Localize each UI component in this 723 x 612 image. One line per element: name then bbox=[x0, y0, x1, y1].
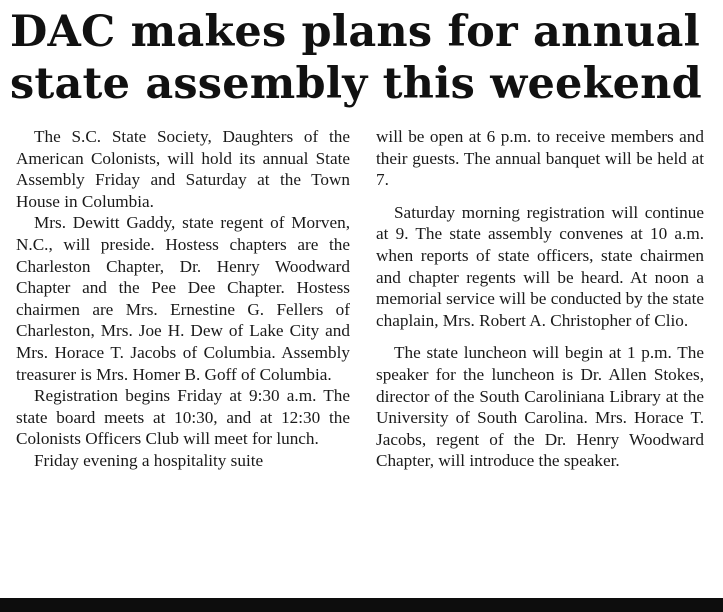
paragraph-banquet: will be open at 6 p.m. to receive members and their guests. The annual banquet will be held at 7. bbox=[376, 127, 704, 190]
paragraph-luncheon: The state luncheon will begin at 1 p.m. The speaker for the luncheon is Dr. Allen Stokes, director of the South Caroliniana Library at the University of South Carolina. Mrs. Horace T. Jacobs, regent of the Dr. Henry Woodward Chapter, will introduce the speaker. bbox=[376, 343, 704, 471]
paragraph-hostesses: Mrs. Dewitt Gaddy, state regent of Morven, N.C., will preside. Hostess chapters are the Charleston Chapter, Dr. Henry Woodward Chapter and the Pee Dee Chapter. Hostess chairmen are Mrs. Ernestine G. Fellers of Charleston, Mrs. Joe H. Dew of Lake City and Mrs. Horace T. Jacobs of Columbia. Assembly treasurer is Mrs. Homer B. Goff of Columbia. bbox=[16, 213, 350, 384]
paragraph-friday-evening: Friday evening a hospitality suite bbox=[34, 450, 264, 470]
left-column bbox=[16, 126, 350, 472]
headline-line-1: DAC makes plans for annual bbox=[10, 7, 701, 57]
headline-line-2: state assembly this weekend bbox=[10, 59, 702, 109]
paragraph-saturday: Saturday morning registration will continue at 9. The state assembly convenes at 10 a.m. when reports of state officers, state chairmen and chapter regents will be heard. At noon a memorial service will be conducted by the state chaplain, Mrs. Robert A. Christopher of Clio. bbox=[376, 202, 704, 330]
paragraph-intro: The S.C. State Society, Daughters of the American Colonists, will hold its annual State Assembly Friday and Saturday at the Town House in Columbia. bbox=[16, 127, 350, 211]
bottom-rule bbox=[0, 598, 723, 612]
paragraph-registration: Registration begins Friday at 9:30 a.m. The state board meets at 10:30, and at 12:30 the Colonists Officers Club will meet for lunch. bbox=[16, 386, 350, 449]
headline bbox=[10, 6, 710, 110]
right-column bbox=[376, 126, 704, 472]
